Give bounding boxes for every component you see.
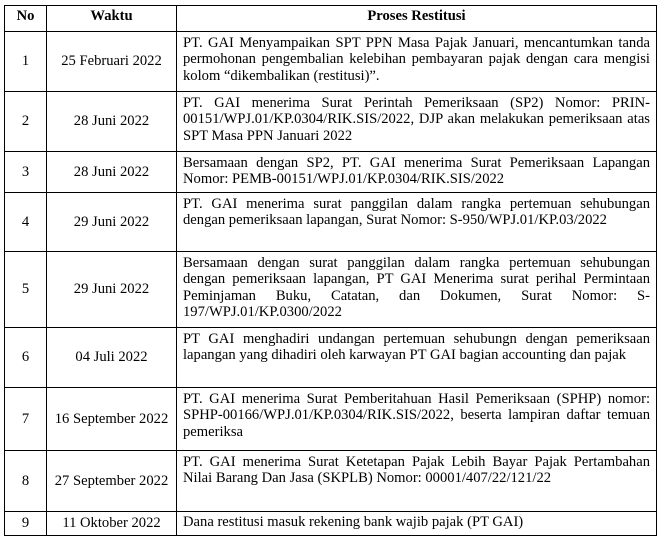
row-process: PT. GAI menerima Surat Perintah Pemeriksaan (SP2) Nomor: PRIN-00151/WPJ.01/KP.0304/RIK.SIS/2022, DJP akan melakukan pemeriksaan atas SPT Masa PPN Januari 2022 — [177, 92, 657, 152]
row-process: Bersamaan dengan SP2, PT. GAI menerima Surat Pemeriksaan Lapangan Nomor: PEMB-00151/WPJ.01/KP.0304/RIK.SIS/2022 — [177, 152, 657, 193]
row-process: PT. GAI menerima Surat Ketetapan Pajak Lebih Bayar Pajak Pertambahan Nilai Barang Dan Jasa (SKPLB) Nomor: 00001/407/22/121/22 — [177, 451, 657, 512]
table-row — [5, 451, 657, 512]
row-date: 16 September 2022 — [47, 388, 177, 451]
table-row — [5, 193, 657, 252]
row-process: PT. GAI menerima Surat Pemberitahuan Hasil Pemeriksaan (SPHP) nomor: SPHP-00166/WPJ.01/KP.0304/RIK.SIS/2022, beserta lampiran daftar temuan pemeriksa — [177, 388, 657, 451]
row-no: 2 — [5, 92, 47, 152]
table-row — [5, 32, 657, 92]
row-no: 3 — [5, 152, 47, 193]
row-process: Bersamaan dengan surat panggilan dalam rangka pertemuan sehubungan dengan pemeriksaan lapangan, PT GAI Menerima surat perihal Permintaan Peminjaman Buku, Catatan, dan Dokumen, Surat Nomor: S-197/WPJ.01/KP.0300/2022 — [177, 252, 657, 328]
row-date: 29 Juni 2022 — [47, 252, 177, 328]
header-row — [5, 6, 657, 32]
table-row — [5, 388, 657, 451]
header-proses: Proses Restitusi — [177, 6, 657, 32]
row-no: 7 — [5, 388, 47, 451]
row-date: 29 Juni 2022 — [47, 193, 177, 252]
row-no: 9 — [5, 512, 47, 536]
row-no: 1 — [5, 32, 47, 92]
table-row — [5, 252, 657, 328]
row-no: 8 — [5, 451, 47, 512]
table-row — [5, 152, 657, 193]
row-process: PT. GAI Menyampaikan SPT PPN Masa Pajak Januari, mencantumkan tanda permohonan pengembalian kelebihan pembayaran pajak dengan cara mengisi kolom “dikembalikan (restitusi)”. — [177, 32, 657, 92]
row-date: 25 Februari 2022 — [47, 32, 177, 92]
row-no: 4 — [5, 193, 47, 252]
row-date: 28 Juni 2022 — [47, 152, 177, 193]
table-row — [5, 512, 657, 536]
row-date: 11 Oktober 2022 — [47, 512, 177, 536]
row-date: 04 Juli 2022 — [47, 328, 177, 388]
header-no: No — [5, 6, 47, 32]
header-waktu: Waktu — [47, 6, 177, 32]
row-process: PT GAI menghadiri undangan pertemuan sehubungn dengan pemeriksaan lapangan yang dihadiri oleh karwayan PT GAI bagian accounting dan pajak — [177, 328, 657, 388]
restitution-process-table — [4, 5, 657, 536]
row-date: 28 Juni 2022 — [47, 92, 177, 152]
table-row — [5, 92, 657, 152]
row-no: 6 — [5, 328, 47, 388]
row-process: PT. GAI menerima surat panggilan dalam rangka pertemuan sehubungan dengan pemeriksaan lapangan, Surat Nomor: S-950/WPJ.01/KP.03/2022 — [177, 193, 657, 252]
row-no: 5 — [5, 252, 47, 328]
table-row — [5, 328, 657, 388]
row-process: Dana restitusi masuk rekening bank wajib pajak (PT GAI) — [177, 512, 657, 536]
row-date: 27 September 2022 — [47, 451, 177, 512]
